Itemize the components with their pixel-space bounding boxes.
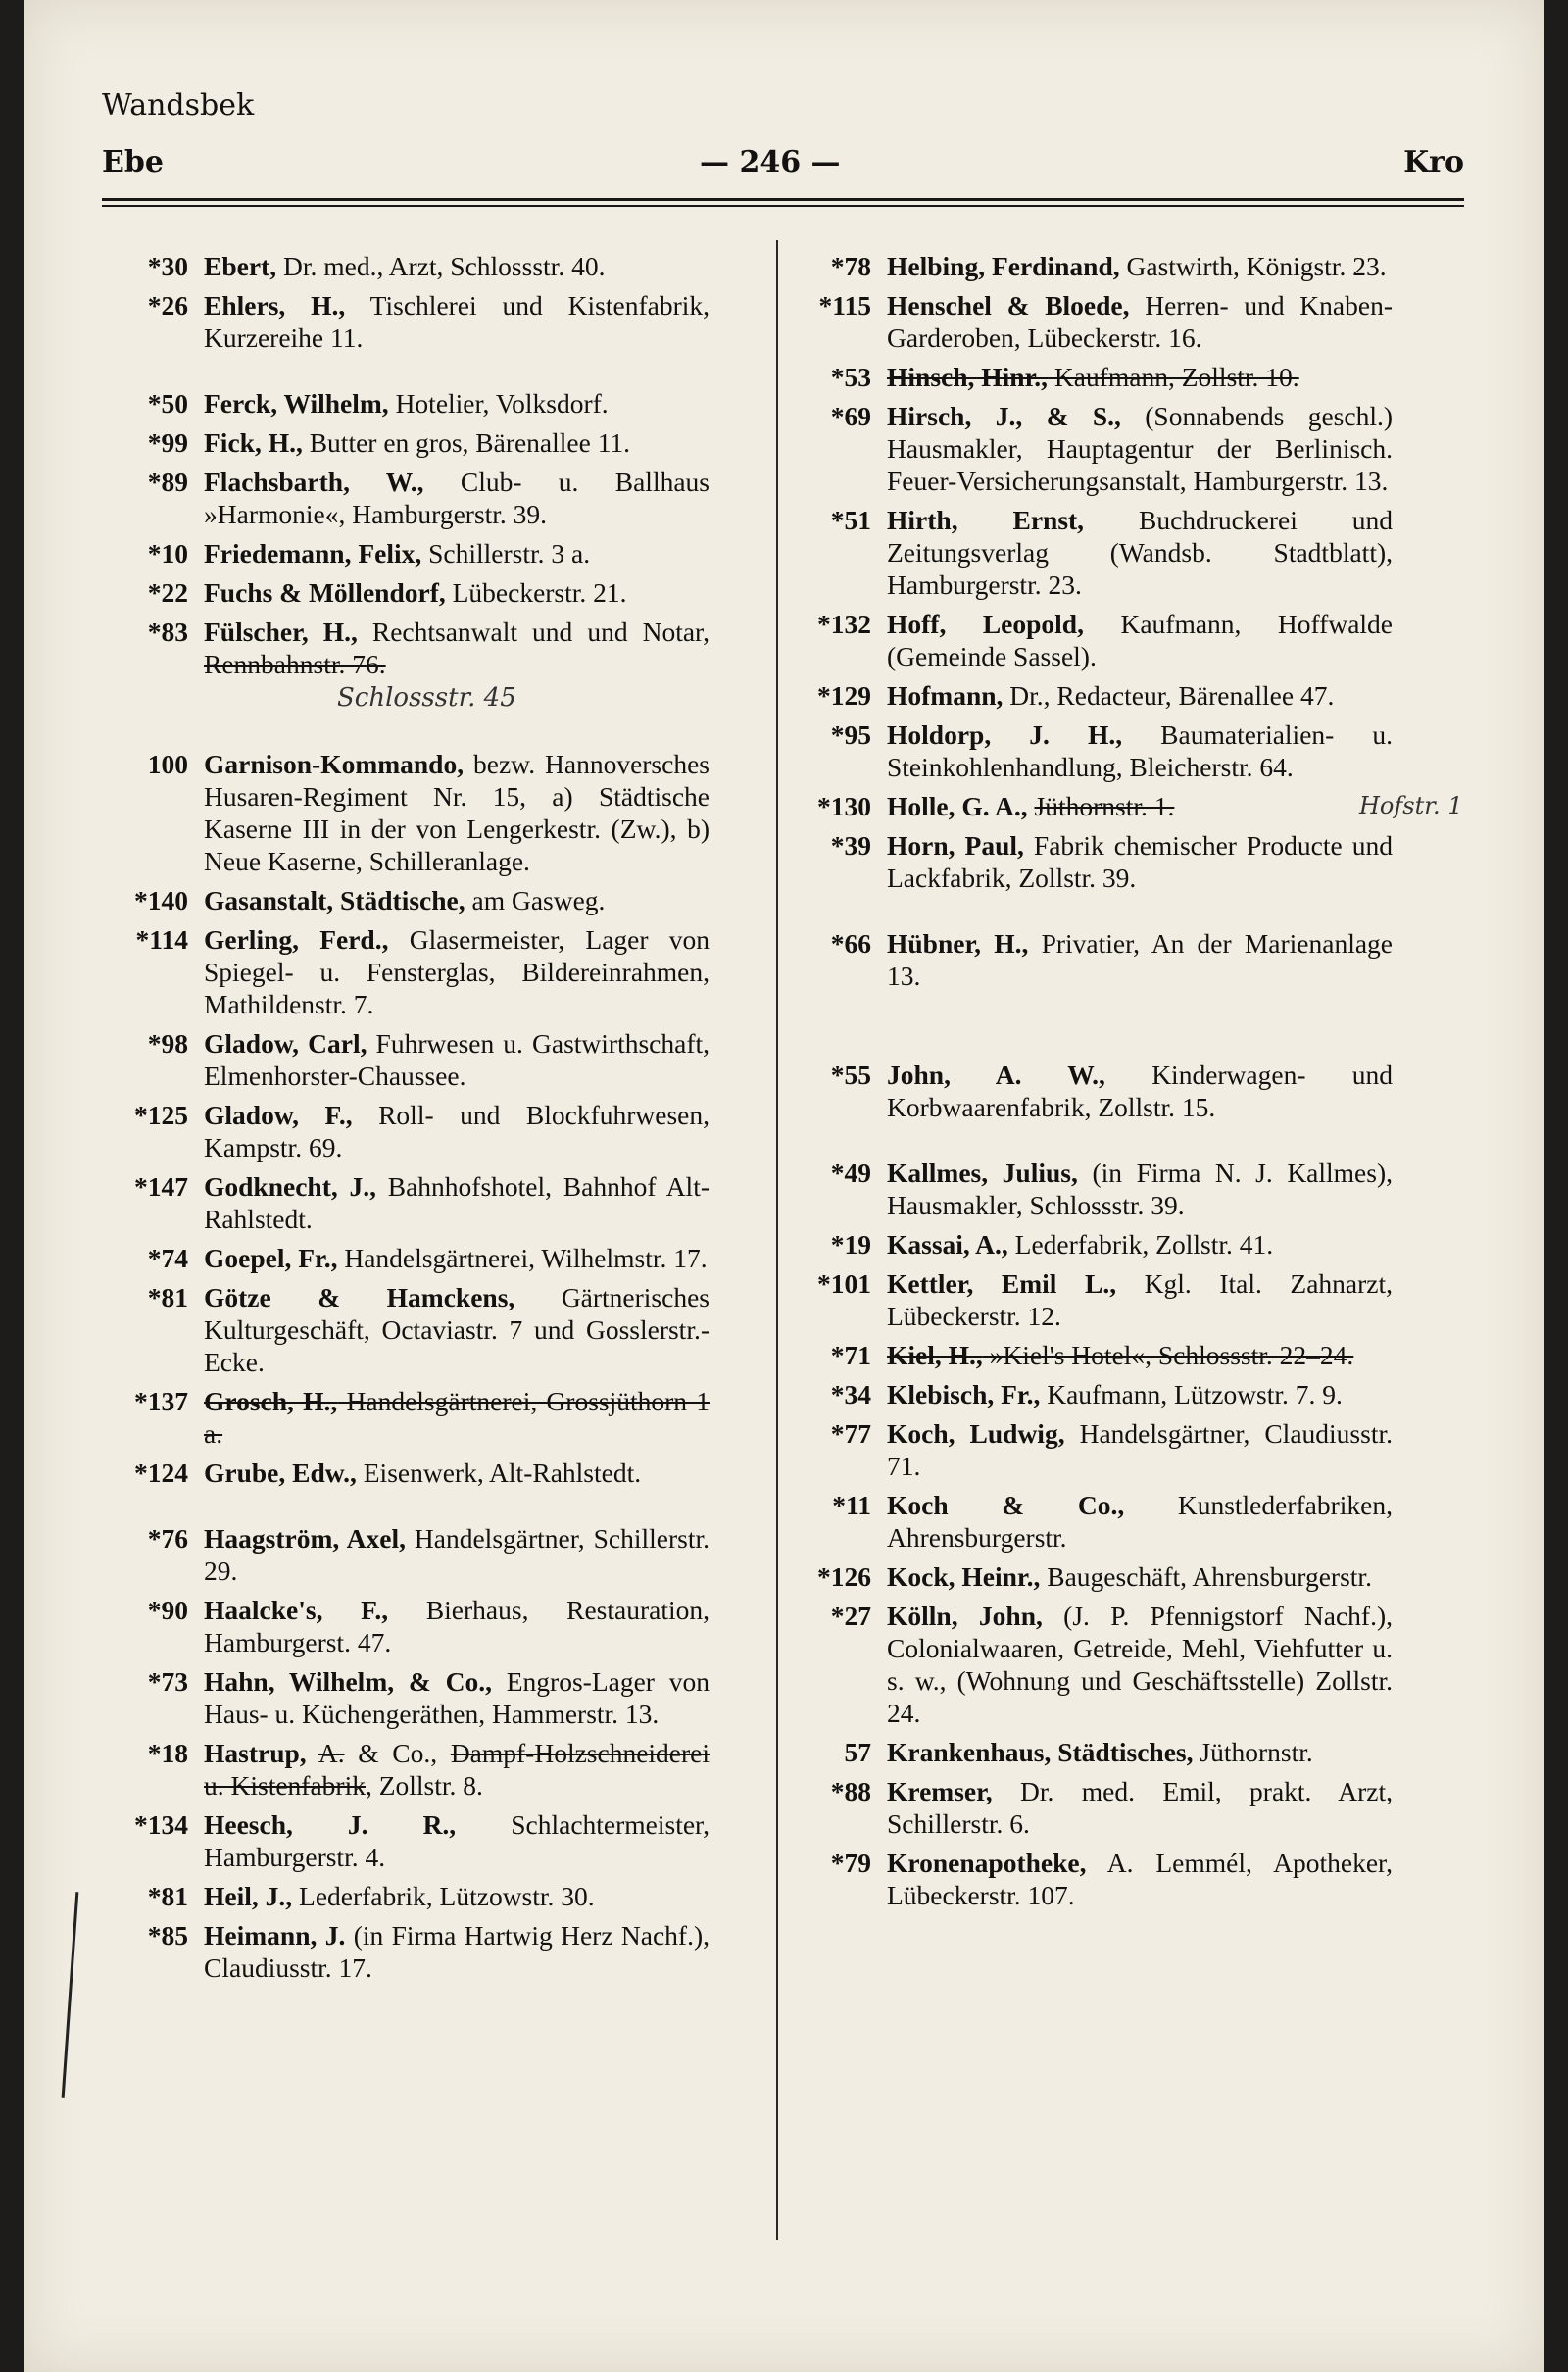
- entry-number: *22: [147, 577, 188, 608]
- directory-entry: [102, 250, 710, 282]
- entry-details: Schlachtermeister, Hamburgerstr. 4.: [204, 1809, 710, 1872]
- entry-details: A. Lemmél, Apotheker, Lübeckerstr. 107.: [887, 1848, 1393, 1910]
- entry-name: Grube, Edw.,: [204, 1458, 357, 1488]
- margin-pen-mark: [62, 1892, 79, 2098]
- entry-number: *132: [817, 609, 871, 639]
- entry-details: Baugeschäft, Ahrensburgerstr.: [1040, 1561, 1372, 1592]
- entry-number: *76: [147, 1523, 188, 1554]
- entry-number: *125: [134, 1100, 188, 1130]
- entry-name: Hoff, Leopold,: [887, 609, 1084, 639]
- entry-name: Kettler, Emil L.,: [887, 1268, 1117, 1299]
- entry-details: Engros-Lager von Haus- u. Küchengeräthen, Hammerstr. 13.: [204, 1666, 710, 1729]
- directory-entry: [785, 927, 1393, 992]
- directory-entry: [785, 250, 1393, 282]
- entry-details: Handelsgärtner, Claudiusstr. 71.: [887, 1418, 1393, 1481]
- entry-number: *114: [135, 924, 188, 955]
- entry-number: *69: [830, 401, 871, 431]
- entry-details: Bierhaus, Restauration, Hamburgerst. 47.: [204, 1595, 710, 1657]
- entry-name: Ebert,: [204, 251, 277, 281]
- entry-text: [204, 1594, 710, 1658]
- entry-text: [204, 1099, 710, 1163]
- directory-entry: [102, 1594, 710, 1658]
- entry-text: [887, 1059, 1393, 1123]
- entry-details: Kgl. Ital. Zahnarzt, Lübeckerstr. 12.: [887, 1268, 1394, 1331]
- entry-details: Dr. med., Arzt, Schlossstr. 40.: [276, 251, 606, 281]
- entry-number: *73: [147, 1666, 188, 1697]
- entry-number: *26: [147, 290, 188, 321]
- entry-text: [887, 250, 1393, 282]
- entry-text: [887, 608, 1393, 672]
- entry-number: *49: [830, 1158, 871, 1188]
- directory-entry: [785, 1847, 1393, 1911]
- entry-details: Tischlerei und Kistenfabrik, Kurzereihe 11.: [204, 290, 710, 353]
- entry-text: [887, 1267, 1393, 1332]
- range-end: Kro: [1403, 145, 1464, 179]
- entry-text: [204, 1808, 710, 1873]
- entry-text: [887, 504, 1393, 601]
- entry-name: Hinsch, Hinr.,: [887, 362, 1049, 392]
- entry-number: *27: [830, 1601, 871, 1631]
- entry-text: [204, 1027, 710, 1092]
- entry-number: *18: [147, 1738, 188, 1768]
- entry-text: [204, 537, 710, 569]
- entry-text: [887, 400, 1393, 497]
- entry-text: [887, 1736, 1393, 1768]
- entry-number: *99: [147, 427, 188, 458]
- directory-entry: [102, 616, 710, 715]
- directory-entry: [785, 400, 1393, 497]
- entry-number: *74: [147, 1243, 188, 1273]
- entry-details: Jüthornstr.: [1193, 1737, 1313, 1767]
- entry-number: *39: [830, 830, 871, 861]
- entry-details: [1028, 791, 1035, 821]
- entry-text: [204, 1242, 710, 1274]
- entry-details: »Kiel's Hotel«, Schlossstr. 22–24.: [982, 1340, 1354, 1370]
- entry-number: *98: [147, 1028, 188, 1059]
- entry-text: [204, 923, 710, 1020]
- entry-text: [887, 1489, 1393, 1554]
- directory-entry: [785, 679, 1393, 712]
- directory-entry: [102, 1808, 710, 1873]
- directory-entry: [785, 1267, 1393, 1332]
- entry-details: , Zollstr. 8.: [365, 1770, 483, 1801]
- entry-name: Heimann, J.: [204, 1920, 346, 1951]
- entry-details: Bahnhofshotel, Bahnhof Alt-Rahlstedt.: [204, 1171, 710, 1234]
- directory-entry: [102, 1385, 710, 1450]
- entry-number: *140: [134, 885, 188, 915]
- entry-details: Hotelier, Volksdorf.: [388, 388, 609, 419]
- entry-details: Buchdruckerei und Zeitungsverlag (Wandsb. Stadtblatt), Hamburgerstr. 23.: [887, 505, 1394, 600]
- range-start: Ebe: [102, 145, 164, 179]
- entry-details: Handelsgärtner, Schillerstr. 29.: [204, 1523, 710, 1586]
- entry-number: *10: [147, 538, 188, 568]
- entry-number: *130: [817, 791, 871, 821]
- entry-details: Handelsgärtnerei, Wilhelmstr. 17.: [337, 1243, 708, 1273]
- entry-name: Friedemann, Felix,: [204, 538, 422, 568]
- entry-text: [887, 1228, 1393, 1260]
- entry-details: (in Firma Hartwig Herz Nachf.), Claudiusstr. 17.: [204, 1920, 710, 1983]
- entry-details: Fabrik chemischer Producte und Lackfabrik, Zollstr. 39.: [887, 830, 1394, 893]
- entry-text: [204, 387, 710, 420]
- directory-entry: [785, 504, 1393, 601]
- entry-details: Lederfabrik, Lützowstr. 30.: [292, 1881, 595, 1911]
- entry-name: Hirth, Ernst,: [887, 505, 1085, 535]
- entry-text: [204, 1880, 710, 1912]
- entry-name: Hübner, H.,: [887, 928, 1029, 959]
- entry-text: [887, 1600, 1393, 1729]
- entry-name: Fuchs & Möllendorf,: [204, 577, 446, 608]
- directory-entry: [102, 1665, 710, 1730]
- entry-name: Klebisch, Fr.,: [887, 1379, 1041, 1409]
- entry-text: [887, 790, 1393, 822]
- directory-entry: [785, 1417, 1393, 1482]
- directory-entry: [785, 1378, 1393, 1410]
- entry-details: Eisenwerk, Alt-Rahlstedt.: [356, 1458, 642, 1488]
- directory-entry: [102, 1242, 710, 1274]
- entry-text: [204, 1919, 710, 1984]
- entry-details: Kaufmann, Lützowstr. 7. 9.: [1040, 1379, 1343, 1409]
- entry-name: Hahn, Wilhelm, & Co.,: [204, 1666, 492, 1697]
- entry-details: Kinderwagen- und Korbwaarenfabrik, Zollstr. 15.: [887, 1060, 1393, 1122]
- page-number: — 246 —: [700, 145, 841, 179]
- entry-text: [887, 829, 1393, 894]
- entry-name: Gladow, Carl,: [204, 1028, 368, 1059]
- directory-entry: [102, 923, 710, 1020]
- entry-name: Goepel, Fr.,: [204, 1243, 338, 1273]
- entry-name: Helbing, Ferdinand,: [887, 251, 1120, 281]
- entry-text: [887, 1775, 1393, 1840]
- entry-details: Privatier, An der Marienanlage 13.: [887, 928, 1393, 991]
- entry-name: Haagström, Axel,: [204, 1523, 406, 1554]
- directory-entry: [102, 1457, 710, 1489]
- directory-entry: [102, 1522, 710, 1587]
- entry-details: Butter en gros, Bärenallee 11.: [302, 427, 631, 458]
- entry-details: Glasermeister, Lager von Spiegel- u. Fensterglas, Bildereinrahmen, Mathildenstr. 7.: [204, 924, 710, 1019]
- entry-name: Garnison-Kommando,: [204, 749, 465, 779]
- entry-number: *34: [830, 1379, 871, 1409]
- entry-text: [204, 1457, 710, 1489]
- directory-entry: [102, 1880, 710, 1912]
- entry-details: Lübeckerstr. 21.: [445, 577, 627, 608]
- entry-text: [887, 1560, 1393, 1593]
- entry-number: *66: [830, 928, 871, 959]
- entry-text: [204, 1522, 710, 1587]
- entry-name: Heil, J.,: [204, 1881, 293, 1911]
- entry-text: [887, 927, 1393, 992]
- entry-text: [204, 1281, 710, 1378]
- entry-text: [887, 1157, 1393, 1221]
- handwritten-correction: Schlossstr. 45: [337, 683, 516, 713]
- entry-name: Hastrup,: [204, 1738, 307, 1768]
- entry-name: Gasanstalt, Städtische,: [204, 885, 466, 915]
- entry-number: *101: [817, 1268, 871, 1299]
- entry-name: Fülscher, H.,: [204, 617, 358, 647]
- entry-name: Koch & Co.,: [887, 1490, 1125, 1520]
- entry-number: *95: [830, 719, 871, 750]
- entry-name: Haalcke's, F.,: [204, 1595, 389, 1625]
- entry-name: Kiel, H.,: [887, 1340, 983, 1370]
- entry-name: Kallmes, Julius,: [887, 1158, 1078, 1188]
- entry-details: Kaufmann, Zollstr. 10.: [1048, 362, 1299, 392]
- directory-entry: [102, 1170, 710, 1235]
- entry-number: *134: [134, 1809, 188, 1840]
- entry-number: *137: [134, 1386, 188, 1416]
- struck-text: Jüthornstr. 1.: [1034, 791, 1175, 821]
- entry-details: Gärtnerisches Kulturgeschäft, Octaviastr. 7 und Gosslerstr.-Ecke.: [204, 1282, 710, 1377]
- directory-page: [24, 0, 1544, 2372]
- entry-details: Roll- und Blockfuhrwesen, Kampstr. 69.: [204, 1100, 710, 1162]
- entry-number: 57: [844, 1737, 871, 1767]
- directory-entry: [785, 1059, 1393, 1123]
- place-heading: Wandsbek: [102, 88, 255, 123]
- entry-number: *81: [147, 1282, 188, 1312]
- entry-name: Kock, Heinr.,: [887, 1561, 1041, 1592]
- entry-name: Henschel & Bloede,: [887, 290, 1130, 321]
- entry-name: Horn, Paul,: [887, 830, 1024, 861]
- entry-details: Schillerstr. 3 a.: [421, 538, 591, 568]
- directory-entry: [102, 884, 710, 916]
- directory-entry: [102, 426, 710, 459]
- entry-text: [887, 1378, 1393, 1410]
- entry-number: *83: [147, 617, 188, 647]
- entry-details: am Gasweg.: [465, 885, 606, 915]
- entry-name: Kronenapotheke,: [887, 1848, 1087, 1878]
- entry-text: [887, 1339, 1393, 1371]
- directory-entry: [785, 790, 1463, 822]
- entry-name: Heesch, J. R.,: [204, 1809, 457, 1840]
- directory-entry: [785, 608, 1393, 672]
- entry-name: Gerling, Ferd.,: [204, 924, 389, 955]
- directory-entry: [102, 1919, 710, 1984]
- entry-number: *71: [830, 1340, 871, 1370]
- directory-entry: [102, 576, 710, 609]
- struck-text: Dampf-Holzschneiderei u. Kistenfabrik: [204, 1738, 710, 1801]
- directory-entry: [102, 1737, 710, 1802]
- entry-text: [204, 466, 710, 530]
- entry-number: *89: [147, 467, 188, 497]
- entry-name: Holle, G. A.,: [887, 791, 1028, 821]
- entry-number: *147: [134, 1171, 188, 1202]
- entry-text: [204, 1737, 710, 1802]
- entry-number: *78: [830, 251, 871, 281]
- entry-number: *30: [147, 251, 188, 281]
- entry-number: *85: [147, 1920, 188, 1951]
- entry-text: [204, 748, 710, 877]
- directory-entry: [102, 289, 710, 354]
- entry-name: Kölln, John,: [887, 1601, 1043, 1631]
- entry-name: Kremser,: [887, 1776, 993, 1806]
- entry-details: Baumaterialien- u. Steinkohlenhandlung, Bleicherstr. 64.: [887, 719, 1394, 782]
- directory-entry: [102, 387, 710, 420]
- entry-name: Ferck, Wilhelm,: [204, 388, 389, 419]
- directory-entry: [102, 1099, 710, 1163]
- entry-number: *81: [147, 1881, 188, 1911]
- entry-name: Hofmann,: [887, 680, 1004, 711]
- handwritten-correction: Hofstr. 1: [1359, 792, 1463, 819]
- entry-number: *50: [147, 388, 188, 419]
- directory-entry: [785, 1775, 1393, 1840]
- entry-number: 100: [147, 749, 188, 779]
- entry-number: *51: [830, 505, 871, 535]
- entry-number: *90: [147, 1595, 188, 1625]
- header-rule: [102, 198, 1464, 201]
- directory-entry: [785, 1157, 1393, 1221]
- entry-text: [887, 718, 1393, 783]
- entry-text: [204, 250, 710, 282]
- struck-text: A.: [318, 1738, 345, 1768]
- directory-entry: [785, 361, 1393, 393]
- entry-details: Rechtsanwalt und und Notar,: [357, 617, 710, 647]
- directory-entry: [785, 1600, 1393, 1729]
- entry-text: [204, 1170, 710, 1235]
- column-divider: [776, 240, 778, 2240]
- entry-text: [204, 1385, 710, 1450]
- directory-entry: [785, 1489, 1393, 1554]
- right-column: [785, 250, 1463, 1918]
- header-rule-thin: [102, 205, 1464, 207]
- entry-text: [204, 616, 710, 680]
- directory-entry: [102, 1281, 710, 1378]
- directory-entry: [785, 1228, 1393, 1260]
- entry-number: *19: [830, 1229, 871, 1260]
- entry-name: Götze & Hamckens,: [204, 1282, 515, 1312]
- entry-details: Club- u. Ballhaus »Harmonie«, Hamburgerstr. 39.: [204, 467, 710, 529]
- entry-details: Dr., Redacteur, Bärenallee 47.: [1003, 680, 1335, 711]
- entry-details: Kunstlederfabriken, Ahrensburgerstr.: [887, 1490, 1393, 1553]
- entry-text: [887, 1847, 1393, 1911]
- entry-number: *124: [134, 1458, 188, 1488]
- directory-entry: [102, 1027, 710, 1092]
- entry-details: (in Firma N. J. Kallmes), Hausmakler, Schlossstr. 39.: [887, 1158, 1393, 1220]
- entry-text: [204, 426, 710, 459]
- entry-details: Gastwirth, Königstr. 23.: [1119, 251, 1387, 281]
- entry-name: Krankenhaus, Städtisches,: [887, 1737, 1194, 1767]
- entry-number: *129: [817, 680, 871, 711]
- entry-name: Godknecht, J.,: [204, 1171, 377, 1202]
- struck-text: Rennbahnstr. 76.: [204, 649, 386, 679]
- entry-details: Handelsgärtnerei, Grossjüthorn 1 a.: [204, 1386, 710, 1449]
- entry-text: [887, 1417, 1393, 1482]
- entry-name: Ehlers, H.,: [204, 290, 346, 321]
- entry-name: Koch, Ludwig,: [887, 1418, 1065, 1449]
- directory-entry: [102, 748, 710, 877]
- entry-text: [887, 679, 1393, 712]
- entry-number: *55: [830, 1060, 871, 1090]
- entry-name: Fick, H.,: [204, 427, 303, 458]
- entry-details: bezw. Hannoversches Husaren-Regiment Nr. 15, a) Städtische Kaserne III in der von Lengerkestr. (Zw.), b) Neue Kaserne, Schilleranlage.: [204, 749, 710, 876]
- directory-entry: [785, 829, 1393, 894]
- entry-name: Flachsbarth, W.,: [204, 467, 424, 497]
- entry-details: Herren- und Knaben-Garderoben, Lübeckerstr. 16.: [887, 290, 1393, 353]
- entry-number: *53: [830, 362, 871, 392]
- entry-number: *88: [830, 1776, 871, 1806]
- entry-details: Fuhrwesen u. Gastwirthschaft, Elmenhorster-Chaussee.: [204, 1028, 710, 1091]
- entry-text: [887, 289, 1393, 354]
- directory-entry: [102, 537, 710, 569]
- entry-name: Hirsch, J., & S.,: [887, 401, 1121, 431]
- entry-text: [887, 361, 1393, 393]
- entry-details: Dr. med. Emil, prakt. Arzt, Schillerstr. 6.: [887, 1776, 1393, 1839]
- directory-entry: [785, 718, 1393, 783]
- directory-entry: [785, 1560, 1393, 1593]
- entry-number: *77: [830, 1418, 871, 1449]
- entry-details: (Sonnabends geschl.) Hausmakler, Hauptagentur der Berlinisch. Feuer-Versicherungsanstalt, Hamburgerstr. 13.: [887, 401, 1393, 496]
- directory-entry: [785, 1339, 1393, 1371]
- entry-details: & Co.,: [344, 1738, 451, 1768]
- directory-entry: [785, 1736, 1393, 1768]
- entry-details: Kaufmann, Hoffwalde (Gemeinde Sassel).: [887, 609, 1393, 671]
- entry-number: *11: [832, 1490, 871, 1520]
- entry-number: *126: [817, 1561, 871, 1592]
- entry-details: Lederfabrik, Zollstr. 41.: [1007, 1229, 1274, 1260]
- directory-entry: [785, 289, 1393, 354]
- entry-details: (J. P. Pfennigstorf Nachf.), Colonialwaaren, Getreide, Mehl, Viehfutter u. s. w., (Wohnung und Geschäftsstelle) Zollstr. 24.: [887, 1601, 1393, 1728]
- directory-entry: [102, 466, 710, 530]
- entry-name: Holdorp, J. H.,: [887, 719, 1123, 750]
- entry-text: [204, 1665, 710, 1730]
- left-column: [102, 250, 710, 1991]
- entry-number: *79: [830, 1848, 871, 1878]
- entry-name: Gladow, F.,: [204, 1100, 353, 1130]
- entry-name: John, A. W.,: [887, 1060, 1105, 1090]
- entry-name: Kassai, A.,: [887, 1229, 1008, 1260]
- entry-text: [204, 884, 710, 916]
- entry-number: *115: [818, 290, 871, 321]
- entry-text: [204, 576, 710, 609]
- entry-name: Grosch, H.,: [204, 1386, 338, 1416]
- entry-text: [204, 289, 710, 354]
